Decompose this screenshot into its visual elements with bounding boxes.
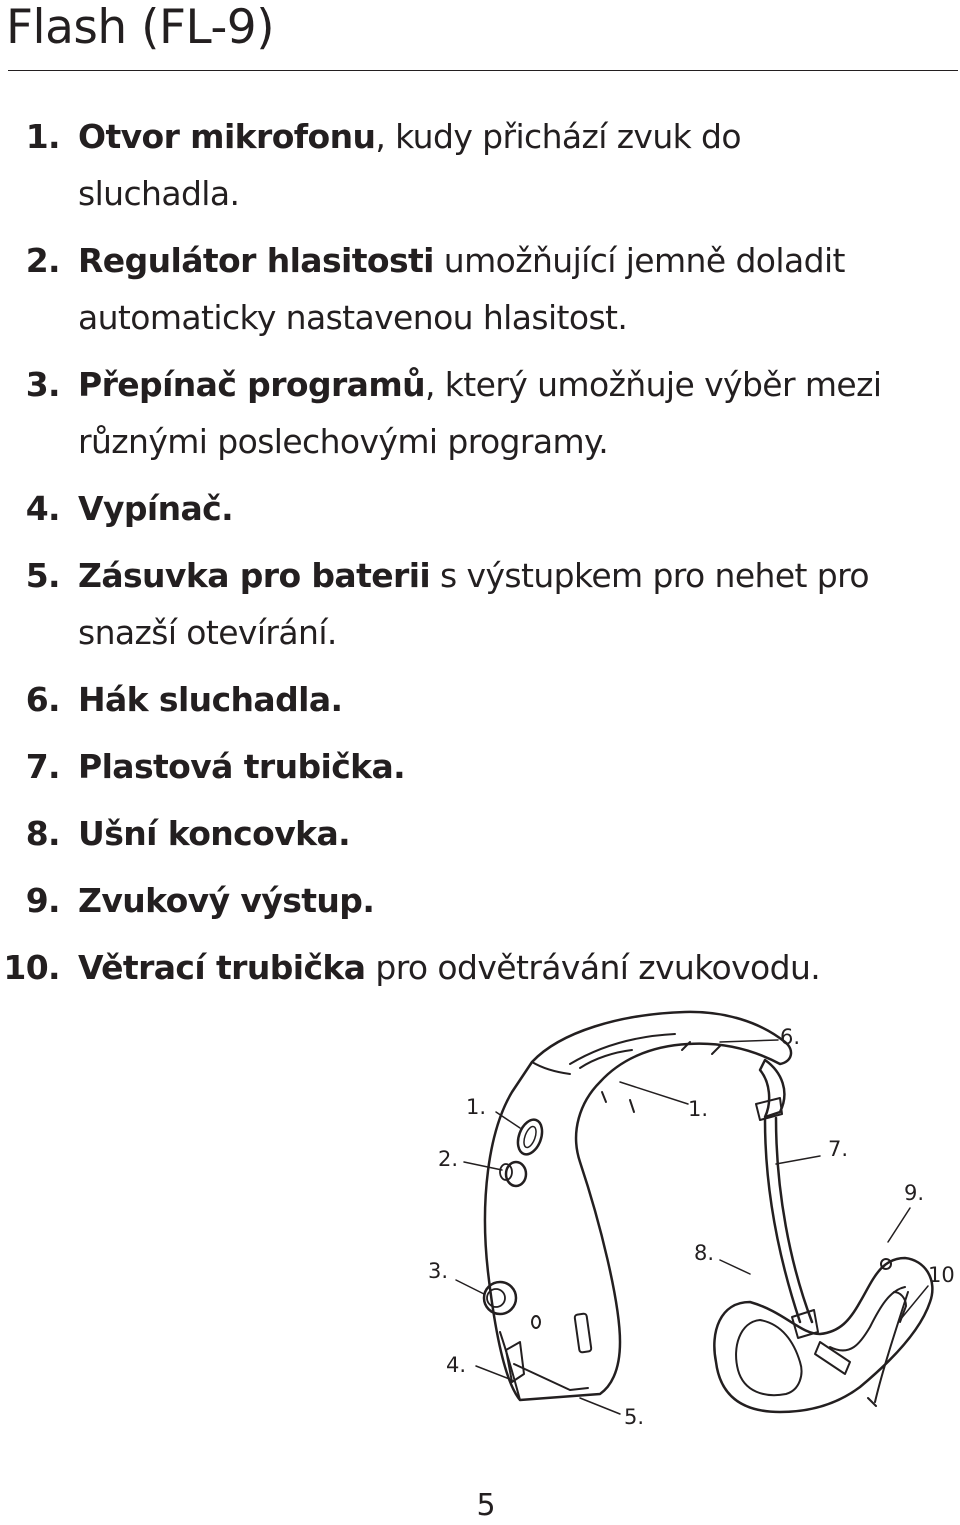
list-item	[0, 738, 960, 795]
item-description: , který umožňuje výběr mezi	[425, 365, 882, 404]
label-10: 10	[928, 1263, 955, 1287]
list-item	[0, 356, 960, 470]
item-number: 8.	[25, 814, 60, 853]
label-1-left: 1.	[466, 1095, 487, 1119]
ear-hook	[756, 1060, 784, 1120]
hearing-aid-body	[485, 1012, 791, 1400]
item-term: Větrací trubička	[78, 948, 366, 987]
item-number: 2.	[25, 241, 60, 280]
label-8: 8.	[694, 1241, 715, 1265]
item-number: 6.	[25, 680, 60, 719]
item-number: 7.	[25, 747, 60, 786]
title-divider	[8, 70, 958, 71]
item-term: Vypínač.	[78, 489, 234, 528]
ear-mold	[714, 1258, 932, 1412]
item-number: 1.	[25, 117, 60, 156]
list-item	[0, 671, 960, 728]
item-description: umožňující jemně doladit	[433, 241, 845, 280]
item-term: Ušní koncovka.	[78, 814, 351, 853]
label-9: 9.	[904, 1181, 925, 1205]
label-1-right: 1.	[688, 1097, 709, 1121]
list-item	[0, 939, 960, 996]
battery-door	[532, 1313, 592, 1352]
item-description: , kudy přichází zvuk do	[375, 117, 741, 156]
label-3: 3.	[428, 1259, 449, 1283]
item-description-cont: různými poslechovými programy.	[78, 422, 609, 461]
list-item	[0, 547, 960, 661]
parts-list	[0, 108, 960, 996]
item-term: Hák sluchadla.	[78, 680, 343, 719]
item-number: 5.	[25, 556, 60, 595]
item-number: 10.	[3, 948, 60, 987]
hearing-aid-diagram	[420, 1002, 960, 1442]
plastic-tube	[765, 1118, 812, 1322]
item-description: pro odvětrávání zvukovodu.	[365, 948, 821, 987]
label-4: 4.	[446, 1353, 467, 1377]
list-item	[0, 232, 960, 346]
hearing-aid-illustration	[420, 1002, 960, 1442]
label-6: 6.	[780, 1025, 801, 1049]
item-description-cont: snazší otevírání.	[78, 613, 337, 652]
item-description: s výstupkem pro nehet pro	[430, 556, 869, 595]
label-7: 7.	[828, 1137, 849, 1161]
microphone-openings	[514, 1116, 547, 1157]
item-term: Plastová trubička.	[78, 747, 406, 786]
page-number: 5	[476, 1488, 496, 1523]
item-description-cont: automaticky nastavenou hlasitost.	[78, 298, 628, 337]
item-term: Zásuvka pro baterii	[78, 556, 431, 595]
item-term: Přepínač programů	[78, 365, 425, 404]
list-item	[0, 872, 960, 929]
label-5: 5.	[624, 1405, 645, 1429]
label-2: 2.	[438, 1147, 459, 1171]
list-item	[0, 480, 960, 537]
item-number: 4.	[25, 489, 60, 528]
program-switch	[484, 1282, 516, 1314]
item-term: Regulátor hlasitosti	[78, 241, 434, 280]
item-term: Otvor mikrofonu	[78, 117, 376, 156]
item-term: Zvukový výstup.	[78, 881, 375, 920]
volume-control	[500, 1162, 526, 1186]
page-title: Flash (FL-9)	[6, 0, 275, 55]
item-number: 9.	[25, 881, 60, 920]
item-description-cont: sluchadla.	[78, 174, 240, 213]
list-item	[0, 805, 960, 862]
item-number: 3.	[25, 365, 60, 404]
list-item	[0, 108, 960, 222]
